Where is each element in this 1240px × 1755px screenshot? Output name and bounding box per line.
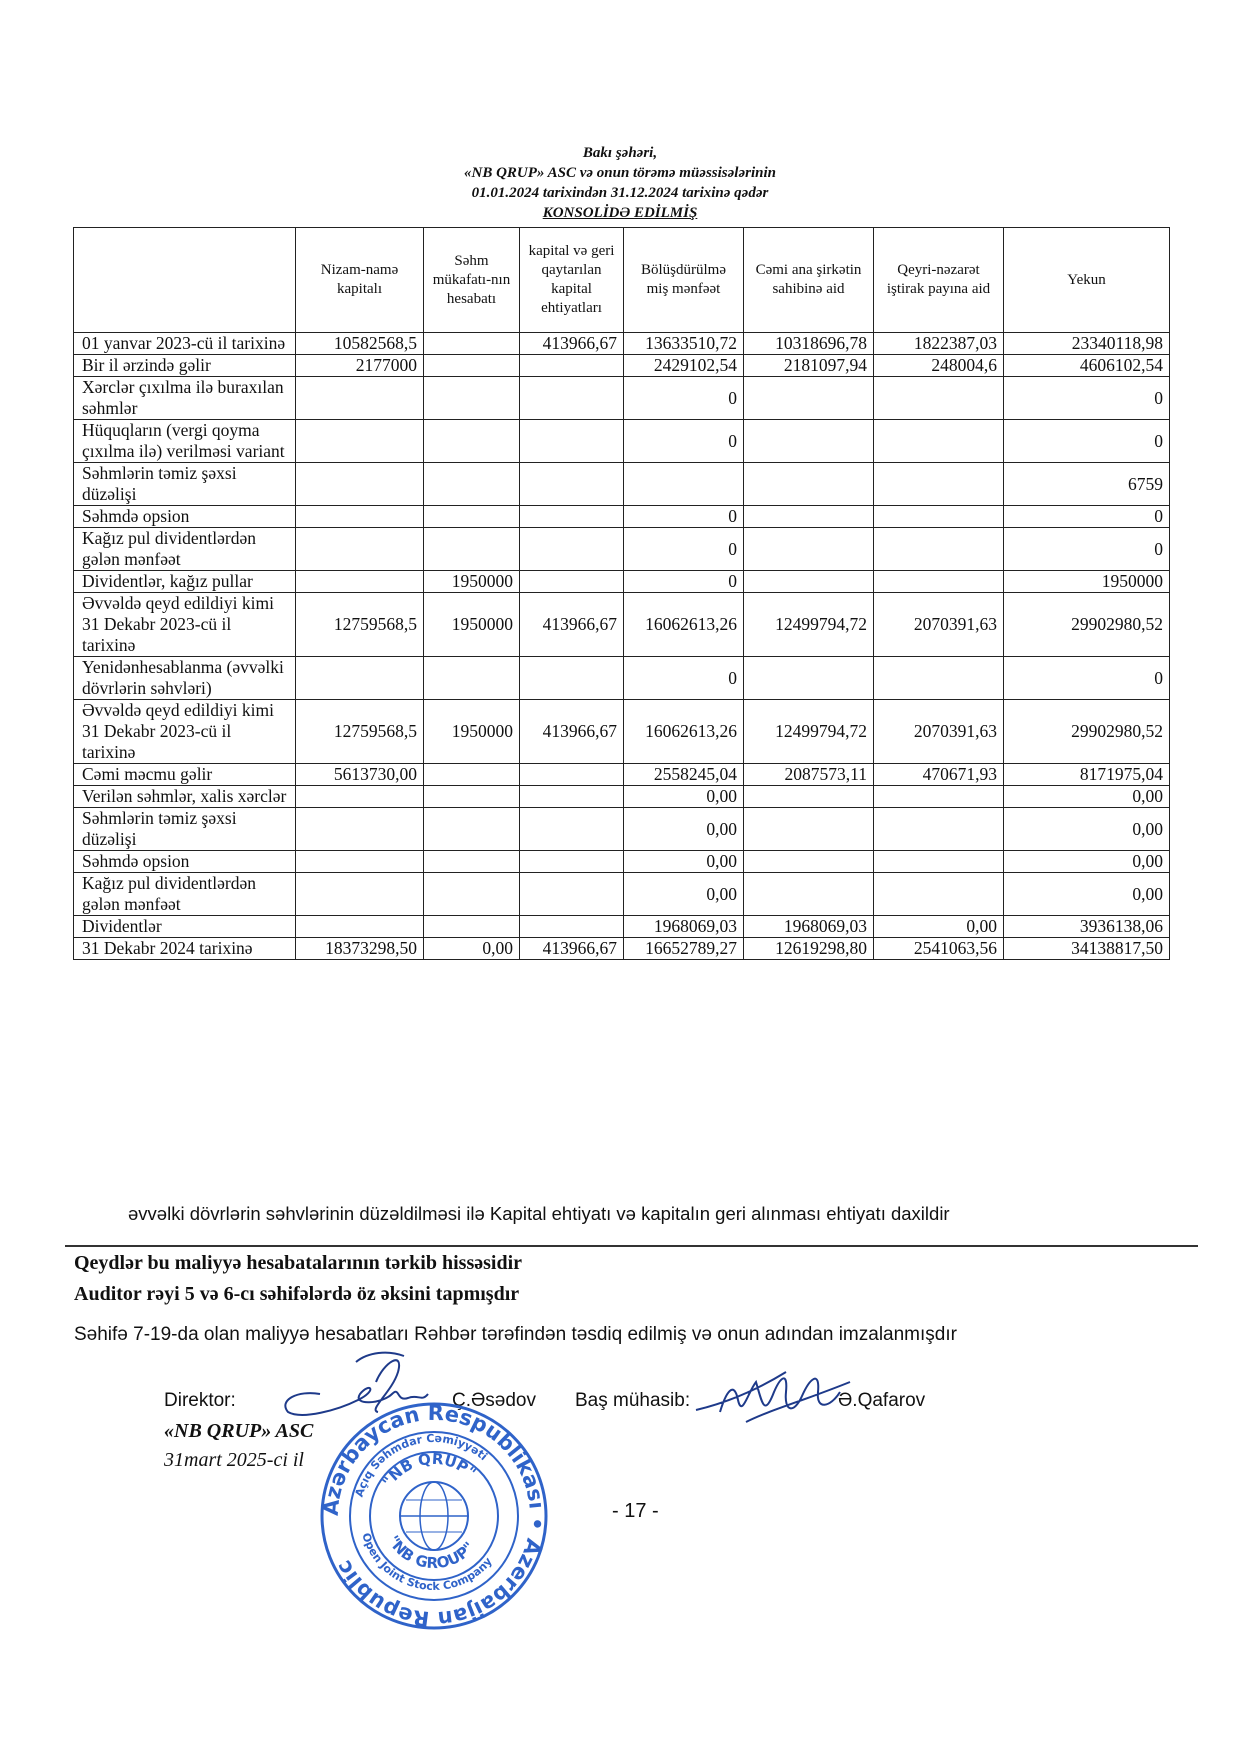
- table-cell: [744, 463, 874, 506]
- company-seal: [318, 1400, 550, 1632]
- table-cell: [520, 571, 624, 593]
- table-cell: [424, 528, 520, 571]
- table-cell: 0: [1004, 657, 1170, 700]
- table-cell: 8171975,04: [1004, 764, 1170, 786]
- header-city: Bakı şəhəri,: [582, 145, 658, 161]
- table-cell: 1950000: [424, 593, 520, 657]
- table-header-row: [74, 228, 1170, 333]
- table-cell: 0: [624, 528, 744, 571]
- table-cell: 16652789,27: [624, 938, 744, 960]
- table-cell: [424, 463, 520, 506]
- table-row: [74, 657, 1170, 700]
- company-name: «NB QRUP» ASC: [164, 1420, 314, 1442]
- table-cell: [424, 333, 520, 355]
- table-cell: 2070391,63: [874, 593, 1004, 657]
- table-cell: 2429102,54: [624, 355, 744, 377]
- director-name: Ç.Əsədov: [452, 1390, 536, 1411]
- table-cell: 0: [624, 420, 744, 463]
- table-cell: [744, 786, 874, 808]
- table-cell: [520, 377, 624, 420]
- table-cell: [520, 916, 624, 938]
- table-cell: 0,00: [624, 873, 744, 916]
- table-cell: 18373298,50: [296, 938, 424, 960]
- header-consolidated: KONSOLİDƏ EDİLMİŞ: [542, 205, 698, 221]
- table-cell: 413966,67: [520, 700, 624, 764]
- table-cell: 0,00: [1004, 808, 1170, 851]
- approval-statement: Səhifə 7-19-da olan maliyyə hesabatları Rəhbər tərəfindən təsdiq edilmiş və onun adından imzalanmışdır: [74, 1324, 957, 1345]
- table-cell: [424, 506, 520, 528]
- table-row: [74, 764, 1170, 786]
- table-cell: 413966,67: [520, 333, 624, 355]
- table-cell: 0: [624, 506, 744, 528]
- table-cell: 29902980,52: [1004, 593, 1170, 657]
- table-footnote: əvvəlki dövrlərin səhvlərinin düzəldilməsi ilə Kapital ehtiyatı və kapitalın geri alınması ehtiyatı daxildir: [128, 1203, 950, 1224]
- row-label: Kağız pul dividentlərdən gələn mənfəət: [74, 528, 296, 571]
- table-cell: [296, 873, 424, 916]
- header-company: «NB QRUP» ASC və onun törəmə müəssisələrinin: [464, 165, 776, 181]
- row-label: Hüquqların (vergi qoyma çıxılma ilə) verilməsi variant: [74, 420, 296, 463]
- table-cell: 10318696,78: [744, 333, 874, 355]
- table-cell: [520, 657, 624, 700]
- column-header: Səhm mükafatı-nın hesabatı: [424, 228, 520, 333]
- table-row: [74, 873, 1170, 916]
- row-label: Cəmi məcmu gəlir: [74, 764, 296, 786]
- table-cell: [296, 657, 424, 700]
- accountant-label: Baş mühasib:: [575, 1390, 691, 1411]
- table-cell: [424, 377, 520, 420]
- table-cell: [520, 873, 624, 916]
- table-row: [74, 808, 1170, 851]
- table-cell: [874, 657, 1004, 700]
- table-cell: 2070391,63: [874, 700, 1004, 764]
- table-cell: [744, 657, 874, 700]
- table-cell: 12499794,72: [744, 593, 874, 657]
- table-cell: 12759568,5: [296, 700, 424, 764]
- table-cell: [424, 786, 520, 808]
- table-cell: [874, 506, 1004, 528]
- table-cell: 0,00: [1004, 851, 1170, 873]
- table-cell: [744, 420, 874, 463]
- table-row: [74, 420, 1170, 463]
- row-label: 01 yanvar 2023-cü il tarixinə: [74, 333, 296, 355]
- table-cell: [424, 808, 520, 851]
- table-row: [74, 593, 1170, 657]
- table-cell: 470671,93: [874, 764, 1004, 786]
- table-cell: [520, 851, 624, 873]
- document-header: [300, 143, 940, 223]
- seal-brand-top-text: "NB QRUP": [378, 1449, 480, 1491]
- table-cell: 0: [624, 571, 744, 593]
- column-header: Bölüşdürülmə miş mənfəət: [624, 228, 744, 333]
- table-cell: 0: [1004, 528, 1170, 571]
- table-cell: 2177000: [296, 355, 424, 377]
- row-label: Bir il ərzində gəlir: [74, 355, 296, 377]
- table-cell: 23340118,98: [1004, 333, 1170, 355]
- table-row: [74, 355, 1170, 377]
- table-cell: [296, 786, 424, 808]
- table-cell: 1950000: [1004, 571, 1170, 593]
- table-cell: [744, 851, 874, 873]
- table-cell: 3936138,06: [1004, 916, 1170, 938]
- table-row: [74, 851, 1170, 873]
- signing-date: 31mart 2025-ci il: [164, 1449, 304, 1471]
- row-label: Xərclər çıxılma ilə buraxılan səhmlər: [74, 377, 296, 420]
- equity-statement-table: [73, 227, 1170, 960]
- column-header: Yekun: [1004, 228, 1170, 333]
- row-label: Verilən səhmlər, xalis xərclər: [74, 786, 296, 808]
- table-row: [74, 700, 1170, 764]
- accountant-name: Ə.Qafarov: [838, 1390, 926, 1411]
- table-cell: [874, 786, 1004, 808]
- table-cell: [744, 377, 874, 420]
- column-header: [74, 228, 296, 333]
- table-cell: [874, 873, 1004, 916]
- auditor-statement: Auditor rəyi 5 və 6-cı səhifələrdə öz əksini tapmışdır: [74, 1283, 520, 1305]
- seal-inner-bottom-text: Open Joint Stock Company: [359, 1531, 495, 1594]
- table-cell: 5613730,00: [296, 764, 424, 786]
- table-cell: 10582568,5: [296, 333, 424, 355]
- table-cell: 0: [624, 377, 744, 420]
- table-cell: [296, 463, 424, 506]
- table-cell: [424, 420, 520, 463]
- table-cell: 12759568,5: [296, 593, 424, 657]
- table-cell: [624, 463, 744, 506]
- row-label: Səhmdə opsion: [74, 851, 296, 873]
- table-row: [74, 333, 1170, 355]
- header-period: 01.01.2024 tarixindən 31.12.2024 tarixinə qədər: [471, 185, 769, 201]
- table-cell: [744, 506, 874, 528]
- table-cell: [296, 528, 424, 571]
- table-cell: [520, 528, 624, 571]
- table-cell: 12499794,72: [744, 700, 874, 764]
- table-cell: [874, 528, 1004, 571]
- director-label: Direktor:: [164, 1390, 236, 1411]
- table-cell: [874, 463, 1004, 506]
- table-cell: [520, 506, 624, 528]
- table-cell: 4606102,54: [1004, 355, 1170, 377]
- row-label: Səhmlərin təmiz şəxsi düzəlişi: [74, 808, 296, 851]
- table-cell: [424, 873, 520, 916]
- table-row: [74, 463, 1170, 506]
- table-cell: 0,00: [624, 851, 744, 873]
- table-cell: [296, 851, 424, 873]
- table-cell: 16062613,26: [624, 700, 744, 764]
- table-cell: [744, 571, 874, 593]
- table-cell: [874, 571, 1004, 593]
- row-label: Səhmdə opsion: [74, 506, 296, 528]
- table-cell: [520, 355, 624, 377]
- row-label: Səhmlərin təmiz şəxsi düzəlişi: [74, 463, 296, 506]
- table-cell: 29902980,52: [1004, 700, 1170, 764]
- row-label: Dividentlər, kağız pullar: [74, 571, 296, 593]
- table-cell: [296, 571, 424, 593]
- table-row: [74, 506, 1170, 528]
- table-cell: 1822387,03: [874, 333, 1004, 355]
- table-cell: [296, 916, 424, 938]
- table-cell: 0,00: [624, 808, 744, 851]
- table-cell: [424, 916, 520, 938]
- table-cell: 1968069,03: [624, 916, 744, 938]
- table-cell: [520, 463, 624, 506]
- accountant-signature: [690, 1352, 870, 1432]
- page-number: - 17 -: [612, 1500, 659, 1522]
- seal-inner-top-text: Açıq Səhmdar Cəmiyyəti: [352, 1431, 490, 1499]
- table-cell: 0: [1004, 377, 1170, 420]
- table-cell: 413966,67: [520, 593, 624, 657]
- table-row: [74, 916, 1170, 938]
- table-cell: 0,00: [1004, 873, 1170, 916]
- table-cell: [744, 873, 874, 916]
- column-header: Qeyri-nəzarət iştirak payına aid: [874, 228, 1004, 333]
- table-cell: [744, 528, 874, 571]
- table-cell: 34138817,50: [1004, 938, 1170, 960]
- notes-statement: Qeydlər bu maliyyə hesabatalarının tərkib hissəsidir: [74, 1252, 522, 1274]
- table-cell: 0,00: [874, 916, 1004, 938]
- table-cell: 2558245,04: [624, 764, 744, 786]
- table-cell: 0: [1004, 420, 1170, 463]
- table-cell: [296, 808, 424, 851]
- row-label: Kağız pul dividentlərdən gələn mənfəət: [74, 873, 296, 916]
- table-cell: 413966,67: [520, 938, 624, 960]
- table-cell: 0,00: [624, 786, 744, 808]
- table-cell: [744, 808, 874, 851]
- row-label: Əvvəldə qeyd edildiyi kimi 31 Dekabr 2023-cü il tarixinə: [74, 700, 296, 764]
- table-cell: [520, 786, 624, 808]
- table-cell: 12619298,80: [744, 938, 874, 960]
- row-label: Yenidənhesablanma (əvvəlki dövrlərin səhvləri): [74, 657, 296, 700]
- table-cell: [296, 377, 424, 420]
- table-cell: [874, 808, 1004, 851]
- table-cell: 0,00: [1004, 786, 1170, 808]
- seal-brand-bottom-text: "NB GROUP": [384, 1532, 479, 1573]
- table-cell: [296, 420, 424, 463]
- table-cell: [520, 764, 624, 786]
- seal-outer-text: Azərbaycan Respublikası • Azerbaijan Republic: [318, 1400, 550, 1632]
- row-label: Dividentlər: [74, 916, 296, 938]
- table-cell: 6759: [1004, 463, 1170, 506]
- table-cell: [424, 764, 520, 786]
- table-cell: [424, 657, 520, 700]
- divider: [65, 1245, 1198, 1247]
- column-header: kapital və geri qaytarılan kapital ehtiyatları: [520, 228, 624, 333]
- table-row: [74, 571, 1170, 593]
- table-row: [74, 786, 1170, 808]
- table-cell: 0,00: [424, 938, 520, 960]
- table-cell: 1968069,03: [744, 916, 874, 938]
- column-header: Nizam-namə kapitalı: [296, 228, 424, 333]
- table-cell: 0: [1004, 506, 1170, 528]
- table-cell: [874, 377, 1004, 420]
- table-cell: 248004,6: [874, 355, 1004, 377]
- table-cell: 16062613,26: [624, 593, 744, 657]
- table-cell: [874, 851, 1004, 873]
- table-cell: [424, 851, 520, 873]
- table-row: [74, 528, 1170, 571]
- column-header: Cəmi ana şirkətin sahibinə aid: [744, 228, 874, 333]
- table-cell: 1950000: [424, 700, 520, 764]
- table-cell: 2541063,56: [874, 938, 1004, 960]
- table-cell: 2087573,11: [744, 764, 874, 786]
- table-cell: [520, 420, 624, 463]
- table-cell: 13633510,72: [624, 333, 744, 355]
- table-cell: 2181097,94: [744, 355, 874, 377]
- table-row: [74, 377, 1170, 420]
- table-cell: [874, 420, 1004, 463]
- table-cell: [296, 506, 424, 528]
- table-cell: [520, 808, 624, 851]
- row-label: Əvvəldə qeyd edildiyi kimi 31 Dekabr 2023-cü il tarixinə: [74, 593, 296, 657]
- table-row: [74, 938, 1170, 960]
- table-cell: 0: [624, 657, 744, 700]
- table-cell: 1950000: [424, 571, 520, 593]
- row-label: 31 Dekabr 2024 tarixinə: [74, 938, 296, 960]
- table-cell: [424, 355, 520, 377]
